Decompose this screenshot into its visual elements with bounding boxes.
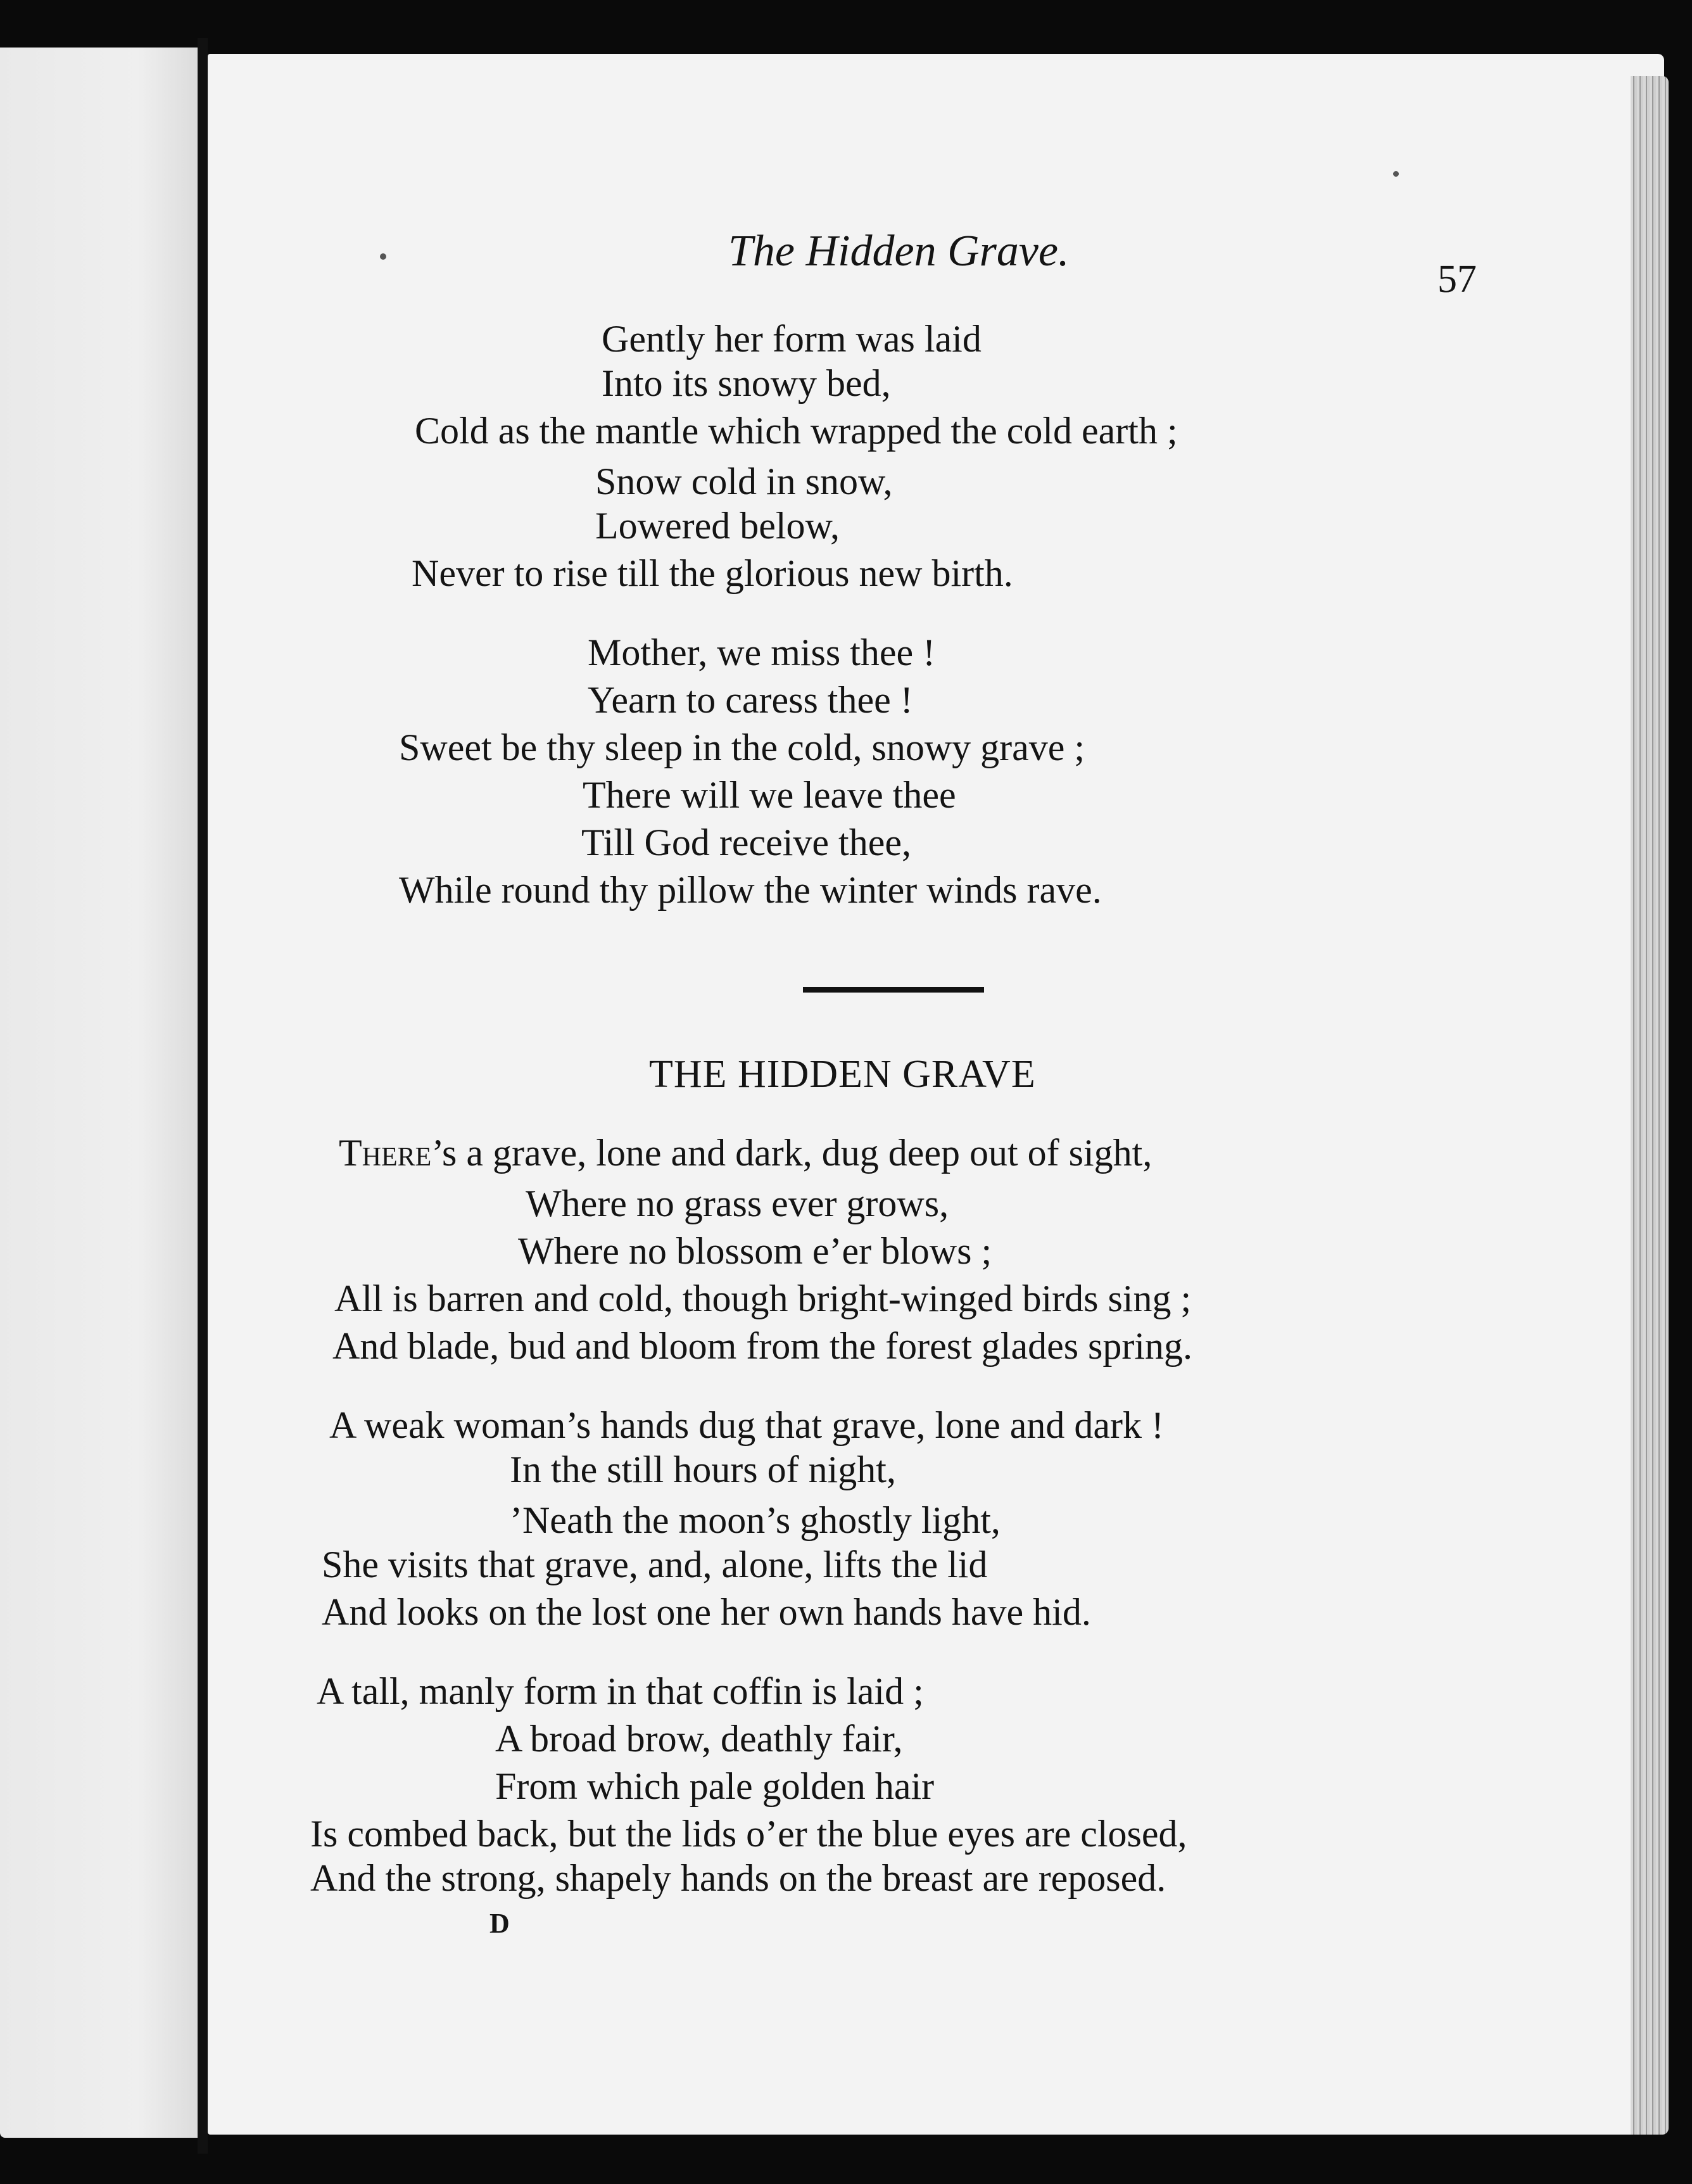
- poem-line: A broad brow, deathly fair,: [495, 1718, 903, 1760]
- poem-line: And looks on the lost one her own hands have hid.: [322, 1591, 1091, 1633]
- running-head: The Hidden Grave.: [728, 227, 1070, 276]
- poem-line: From which pale golden hair: [495, 1765, 935, 1807]
- paper-speck: [1393, 171, 1399, 177]
- book-gutter: [198, 38, 208, 2154]
- poem-line: Sweet be thy sleep in the cold, snowy grave ;: [399, 727, 1085, 768]
- poem-line: Is combed back, but the lids o’er the blue eyes are closed,: [310, 1813, 1187, 1855]
- poem-line: Snow cold in snow,: [595, 460, 893, 502]
- poem-line: Gently her form was laid: [602, 318, 982, 360]
- poem-line: Cold as the mantle which wrapped the cold earth ;: [415, 410, 1178, 452]
- poem-line-text: ’s a grave, lone and dark, dug deep out of sight,: [431, 1132, 1152, 1174]
- poem-line: A tall, manly form in that coffin is laid ;: [317, 1670, 924, 1712]
- page-edges: [1631, 76, 1669, 2135]
- poem-line: Mother, we miss thee !: [588, 632, 936, 673]
- page-number: 57: [1437, 258, 1477, 301]
- poem-line: Where no blossom e’er blows ;: [518, 1230, 992, 1272]
- poem-line: She visits that grave, and, alone, lifts the lid: [322, 1544, 988, 1585]
- signature-mark: D: [489, 1908, 510, 1939]
- poem-line: Till God receive thee,: [581, 822, 911, 863]
- drop-word: There: [339, 1132, 432, 1174]
- poem-line: Into its snowy bed,: [602, 362, 891, 404]
- poem-line: And the strong, shapely hands on the breast are reposed.: [310, 1857, 1166, 1899]
- poem-title: THE HIDDEN GRAVE: [649, 1053, 1036, 1096]
- poem-line: Yearn to caress thee !: [588, 679, 913, 721]
- poem-line: And blade, bud and bloom from the forest glades spring.: [332, 1325, 1193, 1367]
- section-divider: [803, 987, 984, 993]
- poem-line: While round thy pillow the winter winds rave.: [399, 869, 1102, 911]
- poem-line: All is barren and cold, though bright-winged birds sing ;: [334, 1278, 1192, 1319]
- poem-line: ’Neath the moon’s ghostly light,: [510, 1499, 1001, 1541]
- poem-line: Never to rise till the glorious new birth.: [412, 552, 1013, 594]
- paper-speck: [380, 253, 386, 260]
- poem-line: [339, 1134, 1152, 1172]
- poem-line: Where no grass ever grows,: [526, 1183, 949, 1224]
- poem-line: In the still hours of night,: [510, 1449, 896, 1490]
- poem-line: Lowered below,: [595, 505, 840, 547]
- poem-line: A weak woman’s hands dug that grave, lone and dark !: [329, 1404, 1164, 1446]
- facing-page: [0, 48, 198, 2138]
- poem-line: There will we leave thee: [583, 774, 956, 816]
